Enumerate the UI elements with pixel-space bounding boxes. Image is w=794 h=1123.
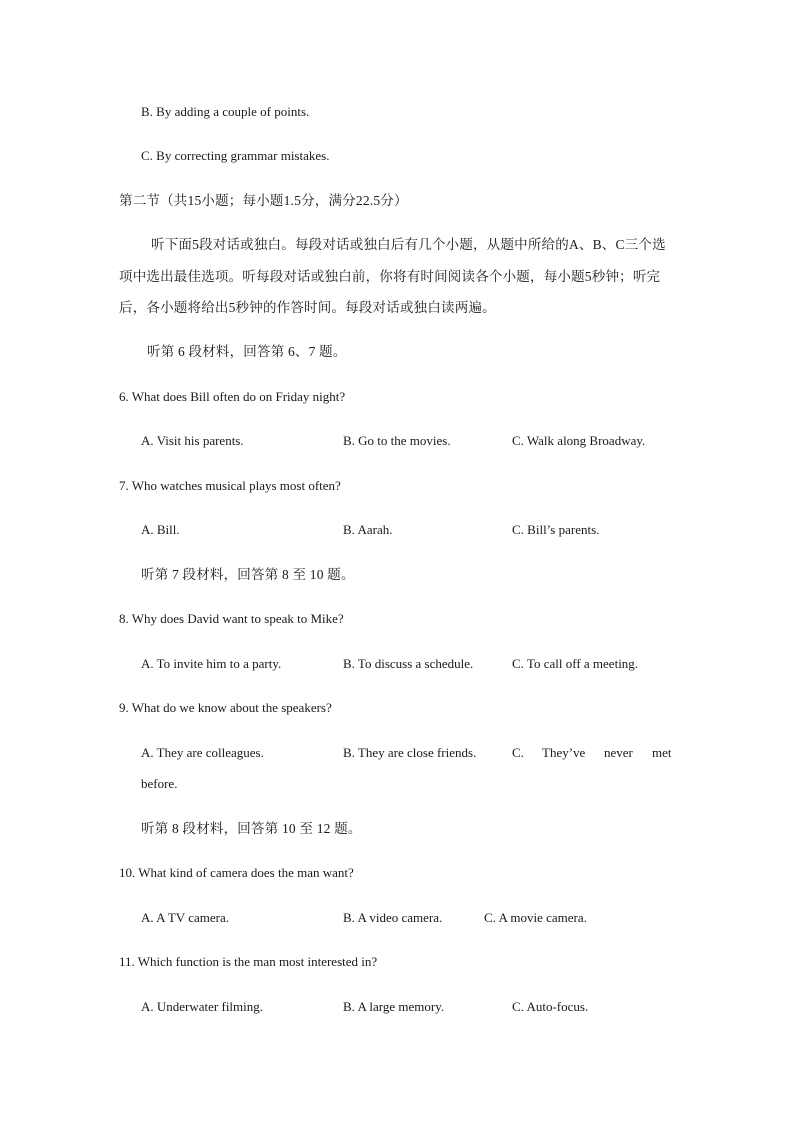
q9-stem: 9. What do we know about the speakers? bbox=[119, 700, 332, 715]
q6-option-a: A. Visit his parents. bbox=[141, 433, 244, 448]
q7-stem: 7. Who watches musical plays most often? bbox=[119, 478, 341, 493]
q9-option-c-word-2: never bbox=[604, 745, 633, 760]
q8-option-a: A. To invite him to a party. bbox=[141, 656, 282, 671]
q8-option-c: C. To call off a meeting. bbox=[512, 656, 639, 671]
q8-stem: 8. Why does David want to speak to Mike? bbox=[119, 611, 344, 626]
q10-option-a: A. A TV camera. bbox=[141, 910, 229, 925]
prev-option-c: C. By correcting grammar mistakes. bbox=[141, 148, 330, 163]
material-8-heading: 听第 8 段材料，回答第 10 至 12 题。 bbox=[141, 821, 362, 836]
q10-stem: 10. What kind of camera does the man want? bbox=[119, 865, 354, 880]
q8-option-b: B. To discuss a schedule. bbox=[343, 656, 474, 671]
q7-option-a: A. Bill. bbox=[141, 522, 180, 537]
q6-stem: 6. What does Bill often do on Friday night? bbox=[119, 389, 346, 404]
q7-option-b: B. Aarah. bbox=[343, 522, 393, 537]
section-title: 第二节（共15小题；每小题1.5分，满分22.5分） bbox=[119, 193, 408, 208]
q11-option-a: A. Underwater filming. bbox=[141, 999, 264, 1014]
q6-option-b: B. Go to the movies. bbox=[343, 433, 451, 448]
q11-option-b: B. A large memory. bbox=[343, 999, 445, 1014]
q10-option-c: C. A movie camera. bbox=[484, 910, 587, 925]
q6-option-c: C. Walk along Broadway. bbox=[512, 433, 646, 448]
material-7-heading: 听第 7 段材料，回答第 8 至 10 题。 bbox=[141, 567, 355, 582]
q9-option-a: A. They are colleagues. bbox=[141, 745, 264, 760]
instructions-line-2: 项中选出最佳选项。听每段对话或独白前，你将有时间阅读各个小题，每小题5秒钟；听完 bbox=[119, 269, 661, 284]
q9-option-c-letter: C. bbox=[512, 745, 524, 760]
prev-option-b: B. By adding a couple of points. bbox=[141, 104, 310, 119]
material-6-heading: 听第 6 段材料，回答第 6、7 题。 bbox=[147, 344, 347, 359]
instructions-line-1: 听下面5段对话或独白。每段对话或独白后有几个小题，从题中所给的A、B、C三个选 bbox=[151, 237, 666, 252]
q10-option-b: B. A video camera. bbox=[343, 910, 443, 925]
instructions-line-3: 后，各小题将给出5秒钟的作答时间。每段对话或独白读两遍。 bbox=[119, 300, 496, 315]
q7-option-c: C. Bill’s parents. bbox=[512, 522, 600, 537]
q9-option-c-word-1: They’ve bbox=[542, 745, 586, 760]
q11-option-c: C. Auto-focus. bbox=[512, 999, 589, 1014]
q9-option-c-word-3: met bbox=[652, 745, 672, 760]
q11-stem: 11. Which function is the man most interested in? bbox=[119, 954, 378, 969]
q9-option-c-continued: before. bbox=[141, 776, 178, 791]
q9-option-b: B. They are close friends. bbox=[343, 745, 477, 760]
